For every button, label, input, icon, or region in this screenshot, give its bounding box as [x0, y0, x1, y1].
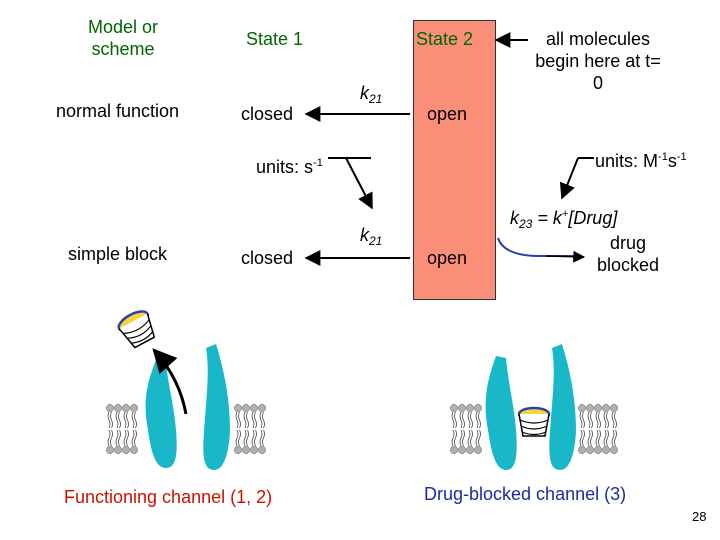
bound-drug-molecule [519, 408, 549, 436]
row-normal-closed: closed [241, 104, 294, 124]
drug-blocked-label: drug blocked [596, 233, 660, 275]
right-channel-subunit-a [486, 356, 517, 470]
caption-drug-blocked: Drug-blocked channel (3) [424, 484, 627, 504]
k23-curve [498, 238, 580, 256]
page-number: 28 [692, 509, 707, 524]
header-model-scheme: Model or scheme [87, 17, 159, 59]
row-normal-rate: $k_{21}$ [360, 83, 383, 106]
caption-functioning: Functioning channel (1, 2) [64, 487, 273, 507]
row-block-open: open [427, 248, 468, 268]
row-block-rate: $k_{21}$ [360, 225, 383, 248]
header-state1: State 1 [246, 29, 304, 49]
row-normal-open: open [427, 104, 468, 124]
header-state2: State 2 [416, 29, 474, 49]
units-right-arrow [562, 158, 578, 198]
units-right: units: $M^{-1}s^{-1}$ [595, 151, 687, 171]
free-drug-molecule [116, 307, 159, 349]
left-channel-subunit-b [203, 344, 230, 470]
right-channel-subunit-b [549, 344, 576, 470]
k23-label: $k_{23}$ = k+[Drug] [510, 208, 618, 231]
units-left-arrow [346, 158, 372, 208]
row-block-label: simple block [68, 244, 168, 264]
row-block-closed: closed [241, 248, 294, 268]
all-molecules-note: all molecules begin here at t= 0 [535, 29, 661, 93]
units-left: units: $s^{-1}$ [256, 157, 323, 177]
row-normal-label: normal function [56, 101, 180, 121]
k23-arrow [546, 256, 584, 257]
